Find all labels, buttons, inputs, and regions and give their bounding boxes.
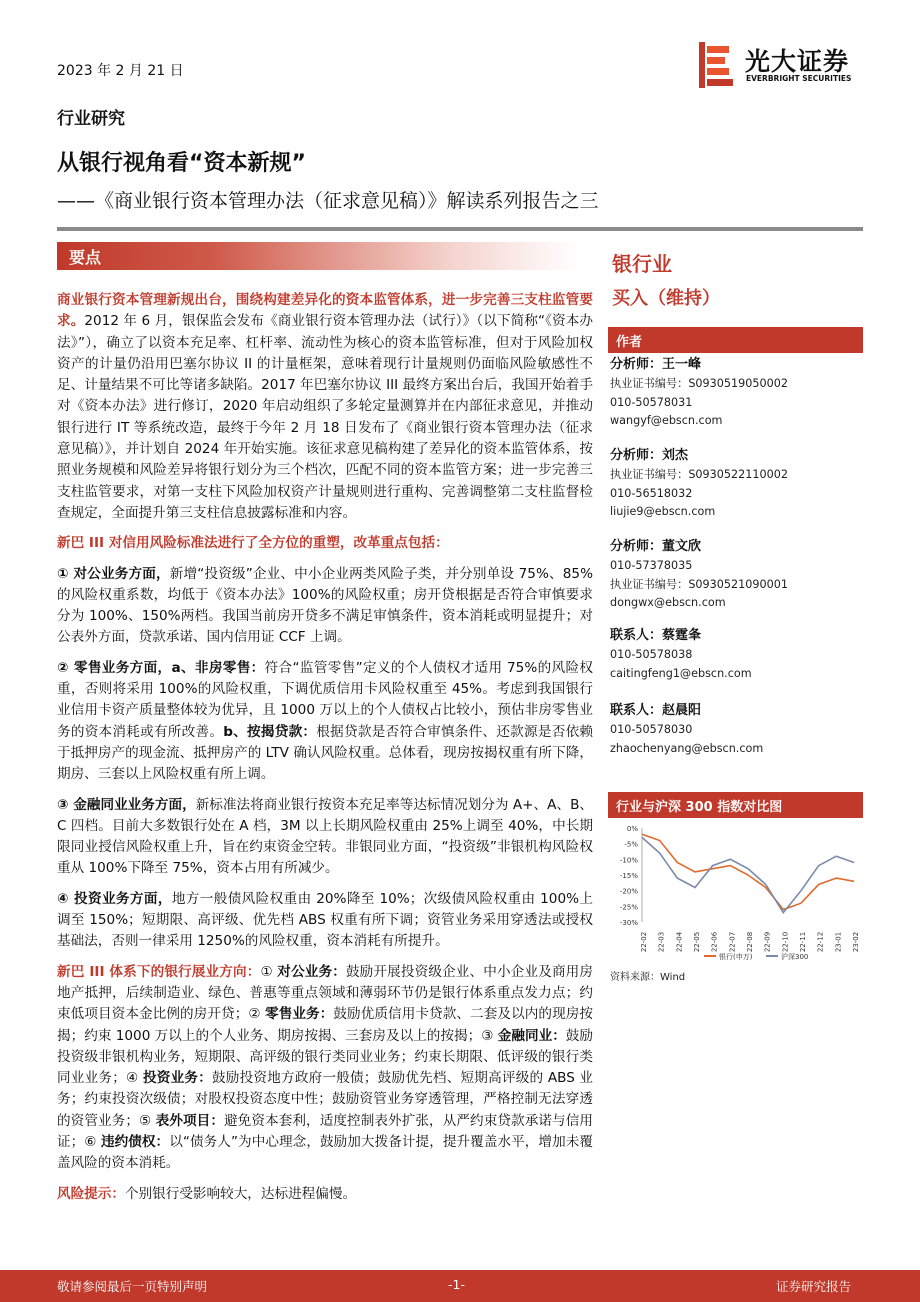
analyst-detail: 010-57378035 [610, 558, 693, 572]
contact-name: 赵晨阳 [662, 703, 702, 718]
header-divider [57, 227, 863, 231]
contact-role: 联系人： [610, 703, 663, 718]
chart-title: 行业与沪深 300 指数对比图 [616, 800, 783, 815]
report-title: 从银行视角看“资本新规” [57, 151, 306, 176]
bold-text: ④ 投资业务方面， [57, 890, 172, 907]
contact-block [610, 702, 763, 758]
y-tick-label: -5% [624, 840, 638, 849]
analyst-email[interactable]: liujie9@ebscn.com [610, 505, 716, 519]
body-paragraph [57, 889, 593, 953]
y-tick-label: -10% [619, 856, 638, 865]
bold-text: ① 对公业务方面， [57, 565, 170, 582]
highlight-text: 商业银行资本管理新规出台，围绕构建差异化的资本监管体系，进一步完善三支柱监管要求。 [57, 292, 593, 330]
body-text: 以“债务人”为中心理念，鼓励加大拨备计提，提升覆盖水平，增加未覆盖风险的资本消耗。 [57, 1133, 593, 1172]
authors-header [608, 327, 863, 353]
x-tick-label: 22-06 [710, 931, 719, 953]
analyst-block [610, 356, 788, 431]
body-text: 个别银行受影响较大，达标进程偏慢。 [124, 1185, 357, 1202]
x-tick-label: 22-02 [640, 931, 648, 953]
analyst-detail: 执业证书编号：S0930521090001 [610, 577, 788, 591]
body-text: 鼓励投资地方政府一般债；鼓励优先档、短期高评级的 ABS 业务；约束投资次级债；对股权投资态度中性；鼓励资管业务穿透管理，严格控制无法穿透的资管业务；⑤ [57, 1070, 594, 1129]
body-text: ① [260, 963, 278, 980]
x-tick-label: 23-02 [852, 931, 860, 953]
analyst-detail: 执业证书编号：S0930522110002 [610, 467, 788, 481]
body-paragraph [57, 564, 593, 649]
chart-source: 资料来源：Wind [610, 972, 686, 983]
body-text: 鼓励优质信用卡贷款、二套及以内的现房按揭；约束 1000 万以上的个人业务、期房按揭、三套房及以上的按揭；③ [57, 1006, 594, 1044]
authors-label: 作者 [616, 335, 643, 350]
legend-label: 沪深300 [781, 953, 809, 961]
highlight-text: 新巴 III 对信用风险标准法进行了全方位的重塑，改革重点包括： [57, 535, 449, 552]
body-paragraph [57, 1184, 593, 1205]
bold-text: 零售业务： [265, 1006, 334, 1023]
y-tick-label: -25% [619, 903, 638, 912]
x-tick-label: 22-09 [763, 931, 772, 953]
x-tick-label: 22-11 [799, 931, 807, 953]
x-tick-label: 22-04 [675, 931, 684, 953]
main-body-text [57, 290, 593, 1214]
analyst-block [610, 538, 788, 613]
bold-text: 对公业务： [277, 963, 346, 980]
highlight-text: 新巴 III 体系下的银行展业方向： [57, 963, 261, 980]
y-tick-label: -30% [619, 919, 638, 927]
body-text: 鼓励投资级非银机构业务，短期限、高评级的银行类同业业务；约束长期限、低评级的银行类同业业务；④ [57, 1027, 593, 1087]
y-tick-label: -15% [619, 872, 638, 880]
body-paragraph [57, 290, 593, 524]
body-paragraph [57, 962, 593, 1175]
analyst-name: 董文欣 [662, 539, 702, 554]
x-tick-label: 22-12 [816, 931, 825, 953]
analyst-detail: 010-56518032 [610, 486, 693, 500]
page-number: -1- [448, 1277, 465, 1292]
body-text: 根据贷款是否符合审慎条件、还款源是否依赖于抵押房产的现金流、抵押房产的 LTV 确认风险权重。总体看，现房按揭权重有所下降，期房、三套以上风险权重有所上调。 [57, 723, 594, 783]
report-subtitle: ——《商业银行资本管理办法（征求意见稿）》解读系列报告之三 [57, 190, 599, 212]
key-points-banner [57, 242, 577, 270]
analyst-block [610, 447, 788, 522]
logo-english-name: EVERBRIGHT SECURITIES [746, 74, 852, 83]
body-text: 新增“投资级”企业、中小企业两类风险子类，并分别单设 75%、85%的风险权重系数，均低于《资本办法》100%的风险权重；房开贷根据是否符合审慎要求分为 100%、150%两档。我国当前房开贷多不满足审慎条件，资本消耗或明显提升；对公表外方面，贷款承诺、国内信用证 CCF 上调。 [57, 565, 593, 646]
contact-block [610, 627, 752, 683]
report-category: 行业研究 [57, 109, 125, 129]
x-tick-label: 22-10 [781, 931, 790, 953]
x-tick-label: 22-08 [746, 931, 754, 953]
analyst-name: 刘杰 [662, 448, 689, 463]
bold-text: ③ 金融同业业务方面， [57, 796, 196, 813]
highlight-text: 风险提示： [57, 1185, 125, 1202]
contact-role: 联系人： [610, 628, 663, 643]
body-paragraph [57, 795, 593, 880]
sector-name: 银行业 [612, 252, 672, 276]
page-footer [0, 1270, 920, 1302]
x-tick-label: 22-05 [693, 931, 701, 953]
bold-text: 表外项目： [155, 1112, 225, 1129]
footer-disclaimer: 敬请参阅最后一页特别声明 [57, 1279, 208, 1294]
chart-header [608, 792, 863, 818]
bold-text: ② 零售业务方面，a、非房零售： [57, 659, 265, 676]
body-paragraph [57, 658, 593, 786]
report-date: 2023 年 2 月 21 日 [57, 63, 184, 79]
logo-chinese-name: 光大证券 [745, 47, 850, 76]
investment-rating: 买入（维持） [612, 288, 720, 309]
bold-text: 金融同业： [497, 1027, 566, 1044]
bold-text: b、按揭贷款： [223, 723, 317, 740]
analyst-email[interactable]: dongwx@ebscn.com [610, 596, 726, 610]
key-points-label: 要点 [69, 248, 102, 267]
contact-email[interactable]: caitingfeng1@ebscn.com [610, 666, 752, 680]
x-tick-label: 23-01 [834, 931, 843, 953]
analyst-role: 分析师： [610, 448, 663, 463]
contact-detail: 010-50578038 [610, 647, 693, 661]
contact-detail: 010-50578030 [610, 722, 693, 736]
contact-email[interactable]: zhaochenyang@ebscn.com [610, 741, 764, 755]
bold-text: 投资业务： [142, 1070, 212, 1087]
body-paragraph [57, 533, 593, 554]
y-tick-label: -20% [619, 887, 638, 896]
logo-mark-icon [697, 40, 737, 90]
body-text: 地方一般债风险权重由 20%降至 10%；次级债风险权重由 100%上调至 150%；短期限、高评级、优先档 ABS 权重有所下调；资管业务采用穿透法或授权基础法，否则一律采用 1250%的风险权重，资本消耗有所提升。 [57, 890, 593, 950]
index-comparison-chart [608, 822, 864, 972]
y-tick-label: 0% [626, 825, 638, 833]
analyst-name: 王一峰 [662, 357, 702, 372]
analyst-detail: 执业证书编号：S0930519050002 [610, 376, 788, 390]
body-text: 2012 年 6 月，银保监会发布《商业银行资本管理办法（试行）》（以下简称“《资本办法》”），确立了以资本充足率、杠杆率、流动性为核心的资本监管标准，但对于风险加权资产的计量仍沿用巴塞尔协议 II 的计量框架，意味着现行计量规则仍面临风险敏感性不足、计量结果不可比等诸多缺陷。2017 年巴塞尔协议 III 最终方案出台后，我国开始着手对《资本办法》进行修订，2020 年启动组织了多轮定量测算并在内部征求意见，并推动银行进行 IT 等系统改造，最终于今年 2 月 18 日发布了《商业银行资本管理办法（征求意见稿）》，并计划自 2024 年开始实施。该征求意见稿构建了差异化的资本监管体系，按照业务规模和风险差异将银行划分为三个档次，匹配不同的资本监管方案；进一步完善三支柱监管要求，对第一支柱下风险加权资产计量规则进行重构、完善调整第二支柱监督检查规定，全面提升第三支柱信息披露标准和内容。 [57, 313, 593, 521]
analyst-email[interactable]: wangyf@ebscn.com [610, 414, 723, 428]
analyst-role: 分析师： [610, 357, 663, 372]
body-text: 新标准法将商业银行按资本充足率等达标情况划分为 A+、A、B、C 四档。目前大多数银行处在 A 档，3M 以上长期风险权重由 25%上调至 40%，中长期限同业授信风险权重上升，旨在约束资金空转。非银同业方面，“投资级”非银机构风险权重从 100%下降至 75%，资本占用有所减少。 [57, 796, 593, 877]
body-text: 符合“监管零售”定义的个人债权才适用 75%的风险权重，否则将采用 100%的风险权重，下调优质信用卡风险权重至 45%。考虑到我国银行业信用卡资产质量整体较为优异，且 1000 万以上的个人债权占比较小，预估非房零售业务的资本消耗或有所改善。 [57, 659, 593, 740]
contact-name: 蔡霆夆 [662, 628, 702, 643]
legend-label: 银行(申万) [719, 953, 753, 961]
bold-text: 违约债权： [100, 1133, 170, 1150]
everbright-logo [697, 40, 867, 90]
x-tick-label: 22-03 [657, 931, 666, 953]
body-text: 鼓励开展投资级企业、中小企业及商用房地产抵押，后续制造业、绿色、普惠等重点领域和薄弱环节仍是银行体系重点发力点；约束低项目资本金比例的房开贷；② [57, 963, 594, 1023]
analyst-detail: 010-50578031 [610, 395, 693, 409]
analyst-role: 分析师： [610, 539, 663, 554]
body-text: 避免资本套利，适度控制表外扩张，从严约束贷款承诺与信用证；⑥ [57, 1112, 593, 1150]
footer-report-type: 证券研究报告 [776, 1279, 852, 1294]
x-tick-label: 22-07 [728, 931, 737, 953]
